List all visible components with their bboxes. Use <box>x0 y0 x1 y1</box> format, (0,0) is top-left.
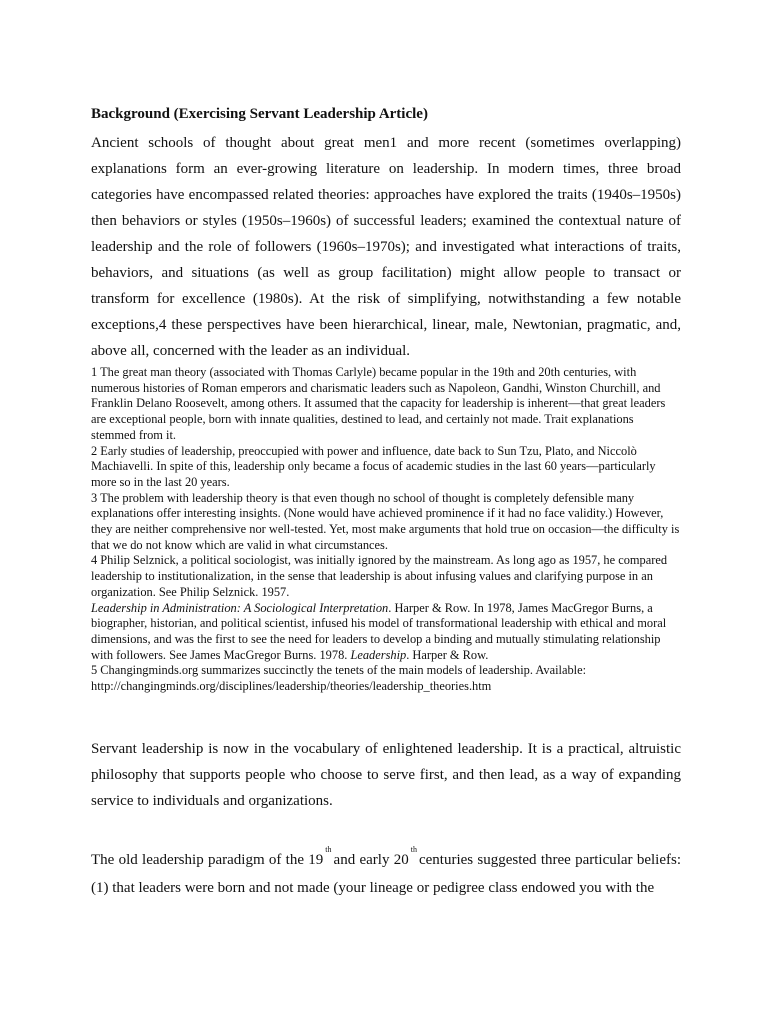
body-paragraph-2: Servant leadership is now in the vocabulary of enlightened leadership. It is a practical, altruistic philosophy that supports people who choose to serve first, and then lead, as a way of expanding service to individuals and organizations. <box>91 741 681 809</box>
footnote-4-continued: . Harper & Row. In 1978, James MacGregor Burns, a biographer, historian, and political scientist, infused his model of transformational leadership with ethical and moral dimensions, and was the first to see the need for leaders to develop a binding and mutually stimulating relationship with followers. See James MacGregor Burns. 1978. <box>91 600 667 662</box>
footnote-4-end: . Harper & Row. <box>406 647 489 662</box>
footnotes <box>91 365 681 695</box>
footnote-4-text: 4 Philip Selznick, a political sociologist, was initially ignored by the mainstream. As long ago as 1957, he compared leadership to institutionalization, in the sense that leadership is about infusing values and clarifying purpose in an organization. See Philip Selznick. 1957. <box>91 553 668 599</box>
footnote-5: 5 Changingminds.org summarizes succinctly the tenets of the main models of leadership. Available: http://changingminds.org/disciplines/leadership/theories/leadership_theories.htm <box>91 663 587 694</box>
section-heading: Background (Exercising Servant Leadership Article) <box>91 106 428 122</box>
paragraph-3-part-1: The old leadership paradigm of the 19 <box>91 852 324 868</box>
footnote-2: 2 Early studies of leadership, preoccupied with power and influence, date back to Sun Tzu, Plato, and Niccolò Machiavelli. In spite of this, leadership only became a focus of academic studies in the last 60 years—particularly more so in the last 20 years. <box>91 443 656 489</box>
body-paragraph-1: Ancient schools of thought about great men1 and more recent (sometimes overlapping) explanations form an ever-growing literature on leadership. In modern times, three broad categories have encompassed related theories: approaches have explored the traits (1940s–1950s) then behaviors or styles (1950s–1960s) of successful leaders; examined the contextual nature of leadership and the role of followers (1960s–1970s); and investigated what interactions of traits, behaviors, and situations (as well as group facilitation) might allow people to transact or transform for excellence (1980s). At the risk of simplifying, notwithstanding a few notable exceptions,4 these perspectives have been hierarchical, linear, male, Newtonian, pragmatic, and, above all, concerned with the leader as an individual. <box>91 135 681 359</box>
body-paragraph-3 <box>91 847 681 901</box>
paragraph-3-part-3: centuries suggested three particular beliefs: (1) that leaders were born and not made (your lineage or pedigree class endowed you with the <box>91 852 681 896</box>
footnote-4-book-title-2: Leadership <box>350 647 407 662</box>
footnote-3: 3 The problem with leadership theory is that even though no school of thought is completely defensible many explanations offer interesting insights. (None would have achieved prominence if it had no face validity.) However, they are neither comprehensive nor well-tested. Yet, most make arguments that hold true on occasion—the difficulty is that we do not know which are valid in what circumstances. <box>91 490 680 552</box>
footnote-4-book-title: Leadership in Administration: A Sociological Interpretation <box>91 600 389 615</box>
paragraph-3-part-2: and early 20 <box>333 852 409 868</box>
footnote-4 <box>91 553 681 663</box>
superscript-th-2: th <box>410 845 417 854</box>
superscript-th-1: th <box>325 845 332 854</box>
footnote-1: 1 The great man theory (associated with Thomas Carlyle) became popular in the 19th and 20th centuries, with numerous histories of Roman emperors and charismatic leaders such as Napoleon, Gandhi, Winston Churchill, and Franklin Delano Roosevelt, among others. It assumed that the capacity for leadership is inherent—that great leaders are exceptional people, born with innate qualities, destined to lead, and certainly not made. Trait explanations stemmed from it. <box>91 365 666 442</box>
